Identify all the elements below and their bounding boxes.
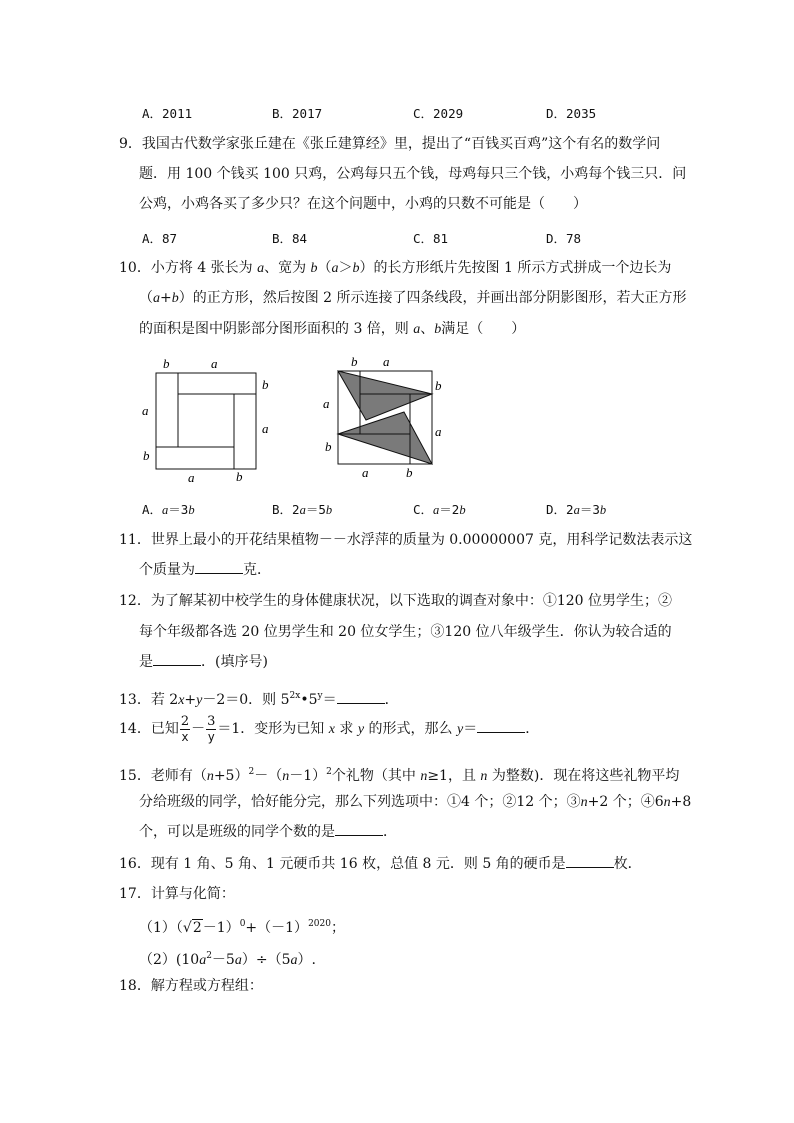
fig2-shade-top — [338, 371, 432, 420]
text: •5 — [300, 692, 318, 708]
fig2-label-a-bottom: a — [362, 465, 369, 480]
fig1-label-a-bottom: a — [188, 470, 195, 485]
text: 已知 — [150, 721, 179, 737]
figure-1 — [136, 350, 286, 490]
q11-line2 — [139, 560, 271, 580]
answer-blank[interactable] — [335, 823, 383, 836]
q12-line2: 每个年级都各选 20 位男学生和 20 位女学生；③120 位八年级学生．你认为较合适的 — [139, 624, 672, 640]
question-number: 11． — [119, 532, 151, 548]
q9-line3: 公鸡，小鸡各买了多少只？在这个问题中，小鸡的只数不可能是（ ） — [139, 196, 587, 212]
fig1-bottom-rect — [156, 447, 234, 469]
text: +（－1） — [245, 920, 309, 936]
text: －2＝0．则 5 — [202, 692, 290, 708]
text: －1） — [289, 768, 327, 784]
exponent: y — [317, 691, 323, 701]
text: ≥1，且 — [427, 768, 481, 784]
numerator: 3 — [207, 713, 216, 729]
fig1-left-rect — [156, 373, 178, 447]
q17-title — [119, 884, 235, 904]
text: 个礼物（其中 — [331, 768, 421, 784]
var-n: n — [480, 769, 488, 784]
q8-option-c: C．2029 — [413, 106, 464, 121]
q12-line3 — [139, 652, 268, 672]
denominator: x — [181, 729, 189, 744]
text: 满足（ ） — [441, 321, 526, 337]
exponent: 2020 — [308, 919, 331, 929]
text: 分给班级的同学，恰好能分完，那么下列选项中：①4 个；②12 个；③ — [139, 794, 581, 810]
var: a — [299, 503, 306, 517]
text: 现有 1 角、5 角、1 元硬币共 16 枚，总值 8 元．则 5 角的硬币是 — [150, 856, 566, 872]
var-n: n — [580, 795, 588, 810]
text: +5） — [213, 768, 249, 784]
fig2-shade-bottom — [338, 412, 432, 464]
fig1-label-b-top: b — [163, 356, 170, 371]
q9-option-d: D．78 — [546, 231, 582, 246]
q15-line1 — [119, 762, 679, 787]
text: +8 — [670, 794, 692, 810]
q18-title — [119, 976, 263, 996]
var: a — [573, 503, 580, 517]
text: ． — [383, 824, 397, 840]
text: 为整数)．现在将这些礼物平均 — [487, 768, 680, 784]
text: －1） — [202, 920, 240, 936]
q10-option-a — [142, 500, 195, 518]
question-number: 9． — [119, 136, 142, 152]
text: － — [191, 721, 206, 737]
option-label: A． — [142, 502, 163, 517]
text: 解方程或方程组： — [150, 978, 263, 994]
question-number: 12． — [119, 593, 151, 609]
text: 枚． — [613, 856, 642, 872]
answer-blank[interactable] — [195, 561, 243, 574]
sqrt-icon: √ — [182, 920, 192, 936]
q8-option-a: A．2011 — [142, 106, 193, 121]
text: ； — [330, 920, 345, 936]
q17-part1 — [139, 914, 345, 938]
option-label: C． — [413, 502, 434, 517]
fig1-right-rect — [234, 394, 256, 469]
text: 计算与化简： — [150, 886, 235, 902]
text: （ — [317, 260, 332, 276]
fraction-2-over-x — [180, 715, 190, 744]
text: 若 2 — [150, 692, 179, 708]
text: 的形式，那么 — [364, 721, 457, 737]
fig2-label-b-left: b — [325, 439, 332, 454]
fig1-label-b-bottom: b — [236, 469, 243, 484]
text: －5 — [211, 952, 235, 968]
q14-line — [119, 714, 539, 745]
q13-line — [119, 686, 399, 711]
text: 的面积是图中阴影部分图形面积的 3 倍，则 — [139, 321, 414, 337]
q9-text1: 我国古代数学家张丘建在《张丘建算经》里，提出了“百钱买百鸡”这个有名的数学问 — [141, 136, 661, 152]
text: （2）(10 — [139, 952, 200, 968]
text: 世界上最小的开花结果植物－－水浮萍的质量为 0.00000007 克，用科学记数法表示这 — [150, 532, 693, 548]
option-mid: ＝5 — [305, 502, 326, 517]
text: ． — [384, 692, 399, 708]
var-n: n — [282, 769, 290, 784]
q15-line3 — [139, 822, 397, 842]
fig1-label-a-left: a — [142, 403, 149, 418]
var: a — [433, 503, 440, 517]
var: a — [162, 503, 169, 517]
var: b — [188, 503, 195, 517]
var-a: a — [290, 953, 298, 968]
question-number: 13． — [119, 692, 151, 708]
fig2-label-b-right: b — [435, 378, 442, 393]
exponent: 2x — [289, 691, 301, 701]
var-b: b — [310, 261, 318, 276]
exponent: 2 — [248, 767, 255, 777]
text: ）的长方形纸片先按图 1 所示方式拼成一个边长为 — [359, 260, 672, 276]
denominator: y — [207, 729, 215, 744]
question-number: 18． — [119, 978, 151, 994]
var: b — [325, 503, 333, 517]
text: ＝1．变形为已知 — [217, 721, 329, 737]
var: b — [459, 503, 466, 517]
text: 克． — [243, 562, 271, 578]
var-n: n — [420, 769, 428, 784]
text: －（ — [254, 768, 283, 784]
answer-blank[interactable] — [477, 720, 525, 733]
text: 是 — [139, 654, 153, 670]
fig1-label-b-right: b — [262, 377, 269, 392]
text: （1）（ — [139, 920, 183, 936]
q9-option-a: A．87 — [142, 231, 178, 246]
text: 、宽为 — [264, 260, 311, 276]
text: + — [184, 692, 197, 708]
var-x: x — [328, 722, 335, 737]
var-a: a — [199, 953, 207, 968]
var-a: a — [331, 261, 339, 276]
text: ＝ — [463, 721, 478, 737]
q10-line1 — [119, 258, 671, 279]
q9-line1 — [119, 134, 660, 154]
fraction-3-over-y — [206, 715, 216, 744]
text: 、 — [420, 321, 435, 337]
fig2-label-b-bottom: b — [406, 465, 413, 480]
var-n: n — [206, 769, 214, 784]
q8-option-d: D．2035 — [546, 106, 597, 121]
fig2-label-a-top: a — [383, 354, 390, 369]
q10-line3 — [139, 319, 525, 340]
text: 为了解某初中校学生的身体健康状况，以下选取的调查对象中：①120 位男学生；② — [150, 593, 672, 609]
text: 小方将 4 张长为 — [150, 260, 258, 276]
var-a: a — [413, 322, 421, 337]
exponent: 2 — [326, 767, 332, 777]
q9-option-c: C．81 — [413, 231, 449, 246]
q10-option-b — [272, 500, 332, 518]
question-number: 10． — [119, 260, 151, 276]
question-number: 16． — [119, 856, 151, 872]
answer-blank[interactable] — [337, 691, 385, 704]
radicand: 2 — [192, 920, 202, 936]
fig2-label-b-top: b — [351, 354, 358, 369]
var-a: a — [257, 261, 265, 276]
var-y: y — [357, 722, 365, 737]
text: 老师有（ — [150, 768, 207, 784]
text: 个质量为 — [139, 562, 195, 578]
var-n: n — [663, 795, 671, 810]
exponent: 2 — [206, 951, 212, 961]
text: + — [160, 290, 172, 306]
figure-2 — [316, 350, 456, 490]
var-b: b — [434, 322, 442, 337]
question-number: 15． — [119, 768, 151, 784]
option-mid: ＝3 — [168, 502, 189, 517]
var-b: b — [352, 261, 360, 276]
fig2-label-a-right: a — [435, 424, 442, 439]
option-label: D．2 — [546, 502, 574, 517]
fig1-label-a-right: a — [262, 421, 269, 436]
var-a: a — [153, 291, 160, 306]
fig1-outer-square — [156, 373, 256, 469]
text: 求 — [334, 721, 358, 737]
q10-option-d — [546, 500, 606, 518]
answer-blank[interactable] — [566, 855, 614, 868]
q16-line — [119, 854, 642, 874]
var-a: a — [234, 953, 242, 968]
fig1-label-a-top: a — [211, 356, 218, 371]
text: 个，可以是班级的同学个数的是 — [139, 824, 335, 840]
fig1-label-b-left: b — [143, 448, 150, 463]
q10-option-c — [413, 500, 466, 518]
var-y: y — [196, 693, 203, 708]
numerator: 2 — [180, 713, 190, 729]
q10-line2 — [139, 288, 687, 309]
option-mid: ＝2 — [439, 502, 460, 517]
q17-part2 — [139, 946, 316, 971]
text: +2 个；④6 — [587, 794, 664, 810]
question-number: 17． — [119, 886, 151, 902]
var-y: y — [457, 722, 464, 737]
q12-line1 — [119, 591, 672, 611]
answer-blank[interactable] — [153, 653, 201, 666]
question-number: 14． — [119, 721, 151, 737]
q8-option-b: B．2017 — [272, 106, 323, 121]
fig2-label-a-left: a — [323, 396, 330, 411]
text: ．(填序号) — [201, 654, 268, 670]
text: ）的正方形，然后按图 2 所示连接了四条线段，并画出部分阴影图形，若大正方形 — [178, 290, 687, 306]
text: （ — [139, 290, 153, 306]
option-label: B．2 — [272, 502, 300, 517]
option-mid: ＝3 — [579, 502, 600, 517]
q15-line2 — [139, 792, 691, 813]
text: ）÷（5 — [241, 952, 291, 968]
q11-line1 — [119, 530, 692, 550]
q9-line2: 题．用 100 个钱买 100 只鸡，公鸡每只五个钱，母鸡每只三个钱，小鸡每个钱三只．问 — [139, 166, 687, 182]
exponent: 0 — [239, 919, 246, 929]
var-x: x — [178, 693, 185, 708]
text: ＞ — [338, 260, 353, 276]
text: ）. — [297, 952, 316, 968]
q9-option-b: B．84 — [272, 231, 308, 246]
text: ＝ — [322, 692, 337, 708]
var-b: b — [171, 291, 179, 306]
fig1-top-rect — [178, 373, 256, 394]
text: ． — [525, 721, 540, 737]
var: b — [599, 503, 607, 517]
